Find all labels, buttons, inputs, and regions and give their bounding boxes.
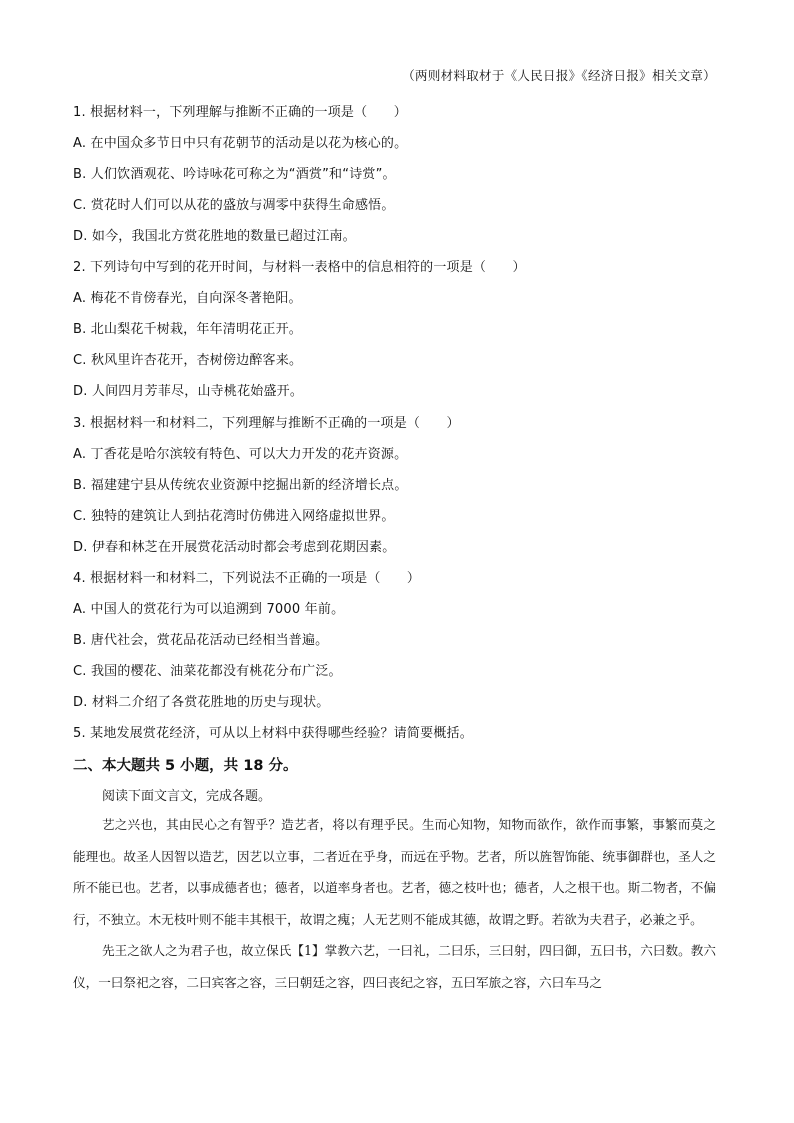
question-3-option-b: B. 福建建宁县从传统农业资源中挖掘出新的经济增长点。 — [73, 478, 408, 493]
question-1-option-a: A. 在中国众多节日中只有花朝节的活动是以花为核心的。 — [73, 136, 408, 151]
question-2-option-b: B. 北山梨花千树栽，年年清明花正开。 — [73, 322, 302, 337]
section-instruction: 阅读下面文言文，完成各题。 — [102, 789, 272, 804]
question-4-stem: 4. 根据材料一和材料二，下列说法不正确的一项是（ ） — [73, 571, 421, 586]
question-1-option-c: C. 赏花时人们可以从花的盛放与凋零中获得生命感悟。 — [73, 198, 395, 213]
question-5-stem: 5. 某地发展赏花经济，可从以上材料中获得哪些经验？请简要概括。 — [73, 726, 473, 741]
classical-passage — [73, 809, 716, 998]
question-1-stem: 1. 根据材料一，下列理解与推断不正确的一项是（ ） — [73, 105, 407, 120]
question-1-option-b: B. 人们饮酒观花、吟诗咏花可称之为“酒赏”和“诗赏”。 — [73, 167, 396, 182]
question-1-option-d: D. 如今，我国北方赏花胜地的数量已超过江南。 — [73, 229, 356, 244]
question-2-option-a: A. 梅花不肯傍春光，自向深冬著艳阳。 — [73, 291, 302, 306]
passage-paragraph-2: 先王之欲人之为君子也，故立保氏【1】掌教六艺，一曰礼，二曰乐，三曰射，四曰御，五曰书，六曰数。教六仪，一曰祭祀之容，二曰宾客之容，三曰朝廷之容，四曰丧纪之容，五曰军旅之容，六曰车马之 — [73, 943, 716, 990]
question-3-option-c: C. 独特的建筑让人到拈花湾时仿佛进入网络虚拟世界。 — [73, 509, 395, 524]
question-2-option-c: C. 秋风里许杏花开，杏树傍边醉客来。 — [73, 353, 303, 368]
question-4-option-c: C. 我国的樱花、油菜花都没有桃花分布广泛。 — [73, 664, 342, 679]
question-3-stem: 3. 根据材料一和材料二，下列理解与推断不正确的一项是（ ） — [73, 416, 460, 431]
question-4-option-a: A. 中国人的赏花行为可以追溯到 7000 年前。 — [73, 602, 345, 617]
source-note: （两则材料取材于《人民日报》《经济日报》相关文章） — [402, 68, 716, 83]
question-3-option-d: D. 伊春和林芝在开展赏花活动时都会考虑到花期因素。 — [73, 540, 396, 555]
question-2-stem: 2. 下列诗句中写到的花开时间，与材料一表格中的信息相符的一项是（ ） — [73, 260, 526, 275]
question-4-option-b: B. 唐代社会，赏花品花活动已经相当普遍。 — [73, 633, 329, 648]
question-2-option-d: D. 人间四月芳菲尽，山寺桃花始盛开。 — [73, 384, 304, 399]
question-3-option-a: A. 丁香花是哈尔滨较有特色、可以大力开发的花卉资源。 — [73, 447, 408, 462]
passage-paragraph-1: 艺之兴也，其由民心之有智乎？造艺者，将以有理乎民。生而心知物，知物而欲作，欲作而事繁，事繁而莫之能理也。故圣人因智以造艺，因艺以立事，二者近在乎身，而远在乎物。艺者，所以旌智饰能、统事御群也，圣人之所不能已也。艺者，以事成德者也；德者，以道率身者也。艺者，德之枝叶也；德者，人之根干也。斯二物者，不偏行，不独立。木无枝叶则不能丰其根干，故谓之瘣；人无艺则不能成其德，故谓之野。若欲为夫君子，必兼之乎。 — [73, 817, 716, 927]
question-4-option-d: D. 材料二介绍了各赏花胜地的历史与现状。 — [73, 695, 330, 710]
section-heading: 二、本大题共 5 小题，共 18 分。 — [73, 758, 298, 774]
